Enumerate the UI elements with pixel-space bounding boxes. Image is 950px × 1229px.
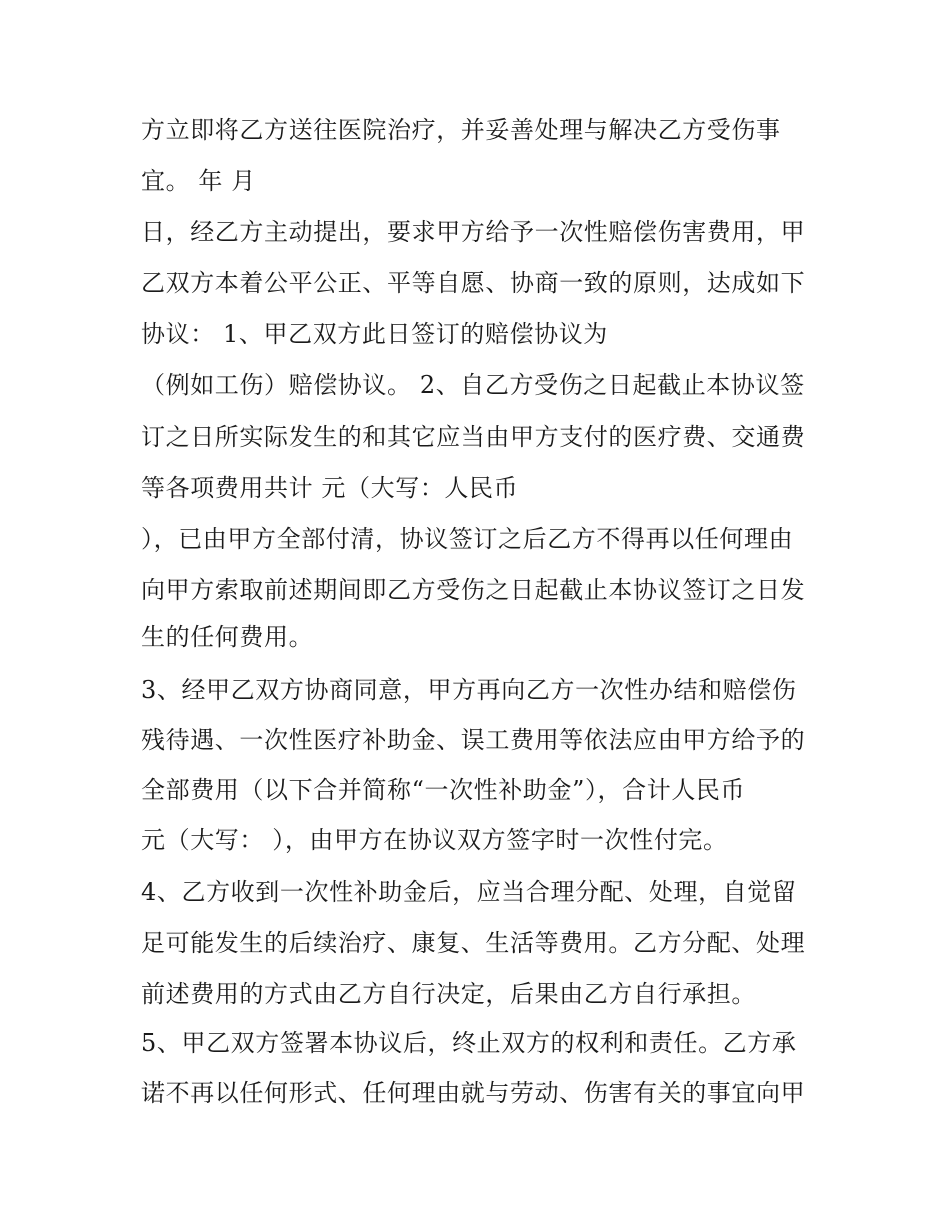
text-line: 元（大写： ），由甲方在协议双方签字时一次性付完。 <box>141 826 728 854</box>
text-line: 方立即将乙方送往医院治疗，并妥善处理与解决乙方受伤事 <box>141 116 781 144</box>
text-line: 5、甲乙双方签署本协议后，终止双方的权利和责任。乙方承 <box>141 1029 797 1057</box>
text-line: 乙双方本着公平公正、平等自愿、协商一致的原则，达成如下 <box>141 269 806 297</box>
text-line: 全部费用（以下合并简称“一次性补助金”），合计人民币 <box>141 776 746 804</box>
text-line: 日，经乙方主动提出，要求甲方给予一次性赔偿伤害费用，甲 <box>141 218 806 246</box>
text-line: 协议： 1、甲乙双方此日签订的赔偿协议为 <box>141 320 608 348</box>
text-line: 诺不再以任何形式、任何理由就与劳动、伤害有关的事宜向甲 <box>141 1079 806 1107</box>
text-line: 订之日所实际发生的和其它应当由甲方支付的医疗费、交通费 <box>141 423 806 451</box>
text-line: 宜。 年 月 <box>141 167 256 195</box>
text-line: 4、乙方收到一次性补助金后，应当合理分配、处理，自觉留 <box>141 878 797 906</box>
text-line: ），已由甲方全部付清，协议签订之后乙方不得再以任何理由 <box>141 525 794 553</box>
text-line: 向甲方索取前述期间即乙方受伤之日起截止本协议签订之日发 <box>141 576 806 604</box>
text-line: 等各项费用共计 元（大写：人民币 <box>141 474 519 502</box>
text-line: 前述费用的方式由乙方自行决定，后果由乙方自行承担。 <box>141 980 756 1008</box>
text-line: （例如工伤）赔偿协议。 2、自乙方受伤之日起截止本协议签 <box>141 371 805 399</box>
text-line: 生的任何费用。 <box>141 623 314 651</box>
text-line: 残待遇、一次性医疗补助金、误工费用等依法应由甲方给予的 <box>141 726 806 754</box>
text-line: 足可能发生的后续治疗、康复、生活等费用。乙方分配、处理 <box>141 929 806 957</box>
text-line: 3、经甲乙双方协商同意，甲方再向乙方一次性办结和赔偿伤 <box>141 676 797 704</box>
